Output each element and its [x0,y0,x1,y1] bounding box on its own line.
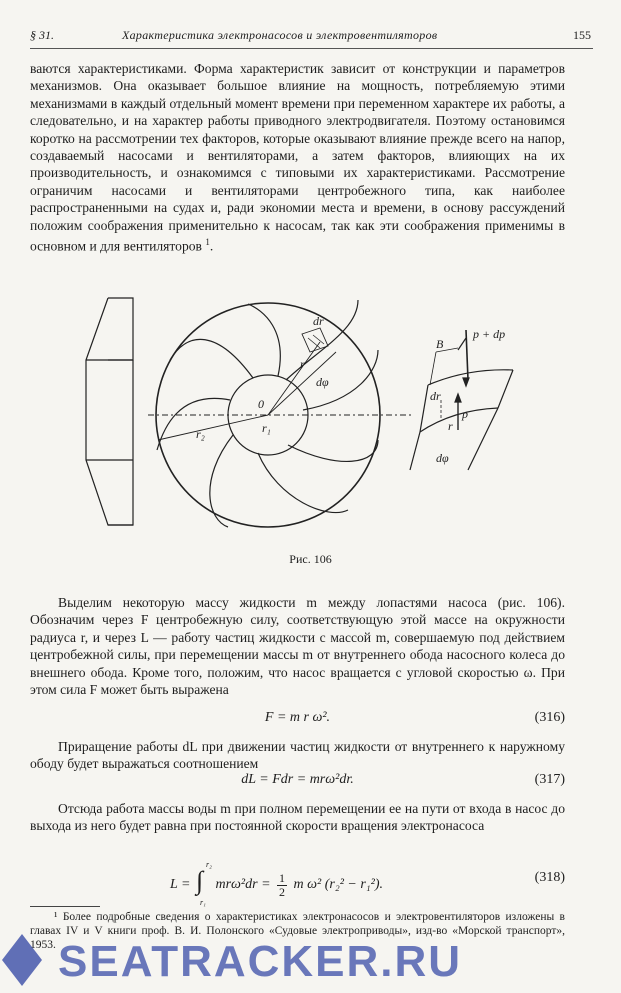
equation-316-formula: F = m r ω². [264,710,331,725]
running-header [30,28,591,46]
watermark-text: SEATRACKER.RU [58,937,463,986]
impeller-front-view [148,300,413,527]
paragraph-mass: Выделим некоторую массу жидкости m между лопастями насоса (рис. 106). Обозначим через F центробежную силу, соответствующую этой массе на окружности радиуса r, и через L — работу частиц жидкости с массой m, совершаемую под действием центробежной силы, при перемещении массы m от внутреннего обода насосного колеса до внешнего обода. Кроме того, положим, что насос вращается с угловой скоростью ω. При этом сила F может быть выражена [30,595,565,698]
figure-caption: Рис. 106 [289,552,332,566]
integral-sign: ∫ r₂ r₁ [195,860,212,907]
watermark-logo-icon [2,934,42,986]
equation-318-body [170,860,384,907]
eq318-lhs: L = [170,877,191,893]
paragraph-intro-text: ваются характеристиками. Форма характеристик зависит от конструкции и параметров механизмов. Она оказывает большое влияние на мощность, потребляемую этими механизмами в каждый отдельный момент времени при переменном характере их работы, а следовательно, и на характер работы приводного электродвигателя. Поэтому остановимся коротко на рассмотрении тех факторов, которые оказывают влияние прежде всего на напор, создаваемый насосами и вентиляторами, а затем факторов, влияющих на их производительность, и ознакомимся с типовыми их характеристиками. Рассмотрение ограничим насосами и вентиляторами центробежного типа, как наиболее распространенными на судах и, ради экономии места и времени, в основу рассуждений положим соображения применительно к насосам, так как эти соображения применимы в основном и для вентиляторов [30,61,565,254]
section-number: § 31. [30,28,54,42]
page-number: 155 [573,28,591,42]
label-dphi: dφ [316,375,329,389]
equation-316 [30,710,565,730]
header-rule [30,48,593,49]
label-p: p [462,407,468,421]
sector-detail [410,330,513,470]
eq318-integrand: mrω²dr = [215,877,271,893]
equation-318 [30,860,565,907]
equation-316-number: (316) [534,710,565,725]
label-dr: dr [313,314,324,328]
equation-317-number: (317) [534,772,565,787]
paragraph-intro-end: . [209,238,214,254]
label-zero: 0 [258,397,264,411]
label-r: r [300,357,305,371]
paragraph-total-work: Отсюда работа массы воды m при полном перемещении ее на пути от входа в насос до выхода из него будет равна при постоянной скорости вращения электронасоса [30,801,565,834]
label-p-dp: p + dp [473,327,506,341]
paragraph-intro [30,60,565,255]
equation-317-formula: dL = Fdr = mrω²dr. [241,772,354,787]
fraction-half [277,872,287,899]
running-title: Характеристика электронасосов и электровентиляторов [122,28,438,42]
label-r-vertical: r [448,419,453,433]
paragraph-work-increment: Приращение работы dL при движении частиц жидкости от внутреннего к наружному ободу будет выражаться соотношением [30,739,565,772]
integral-upper: r₂ [205,860,212,869]
footnote: ¹ Более подробные сведения о характеристиках электронасосов и электровентиляторов изложены в главах IV и V книги проф. В. И. Полонского «Судовые электроприводы», изд-во «Морской транспорт», 1953. [30,911,565,951]
label-b: B [436,337,444,351]
integral-lower: r₁ [199,898,206,907]
equation-317 [30,772,565,792]
fraction-num: 1 [279,870,286,885]
figure-106 [58,290,548,545]
impeller-side-view [86,298,133,525]
label-r2: r₂ [196,427,205,441]
footnote-rule [30,906,100,907]
equation-318-number: (318) [534,870,565,885]
fraction-den: 2 [279,884,286,899]
watermark [0,930,621,990]
eq318-rhs: m ω² (r₂² − r₁²). [293,877,384,893]
label-dphi-sector: dφ [436,451,449,465]
label-r1: r₁ [262,421,271,435]
label-dr-vertical: dr [430,389,441,403]
footnote-mark: 1 [205,237,210,248]
